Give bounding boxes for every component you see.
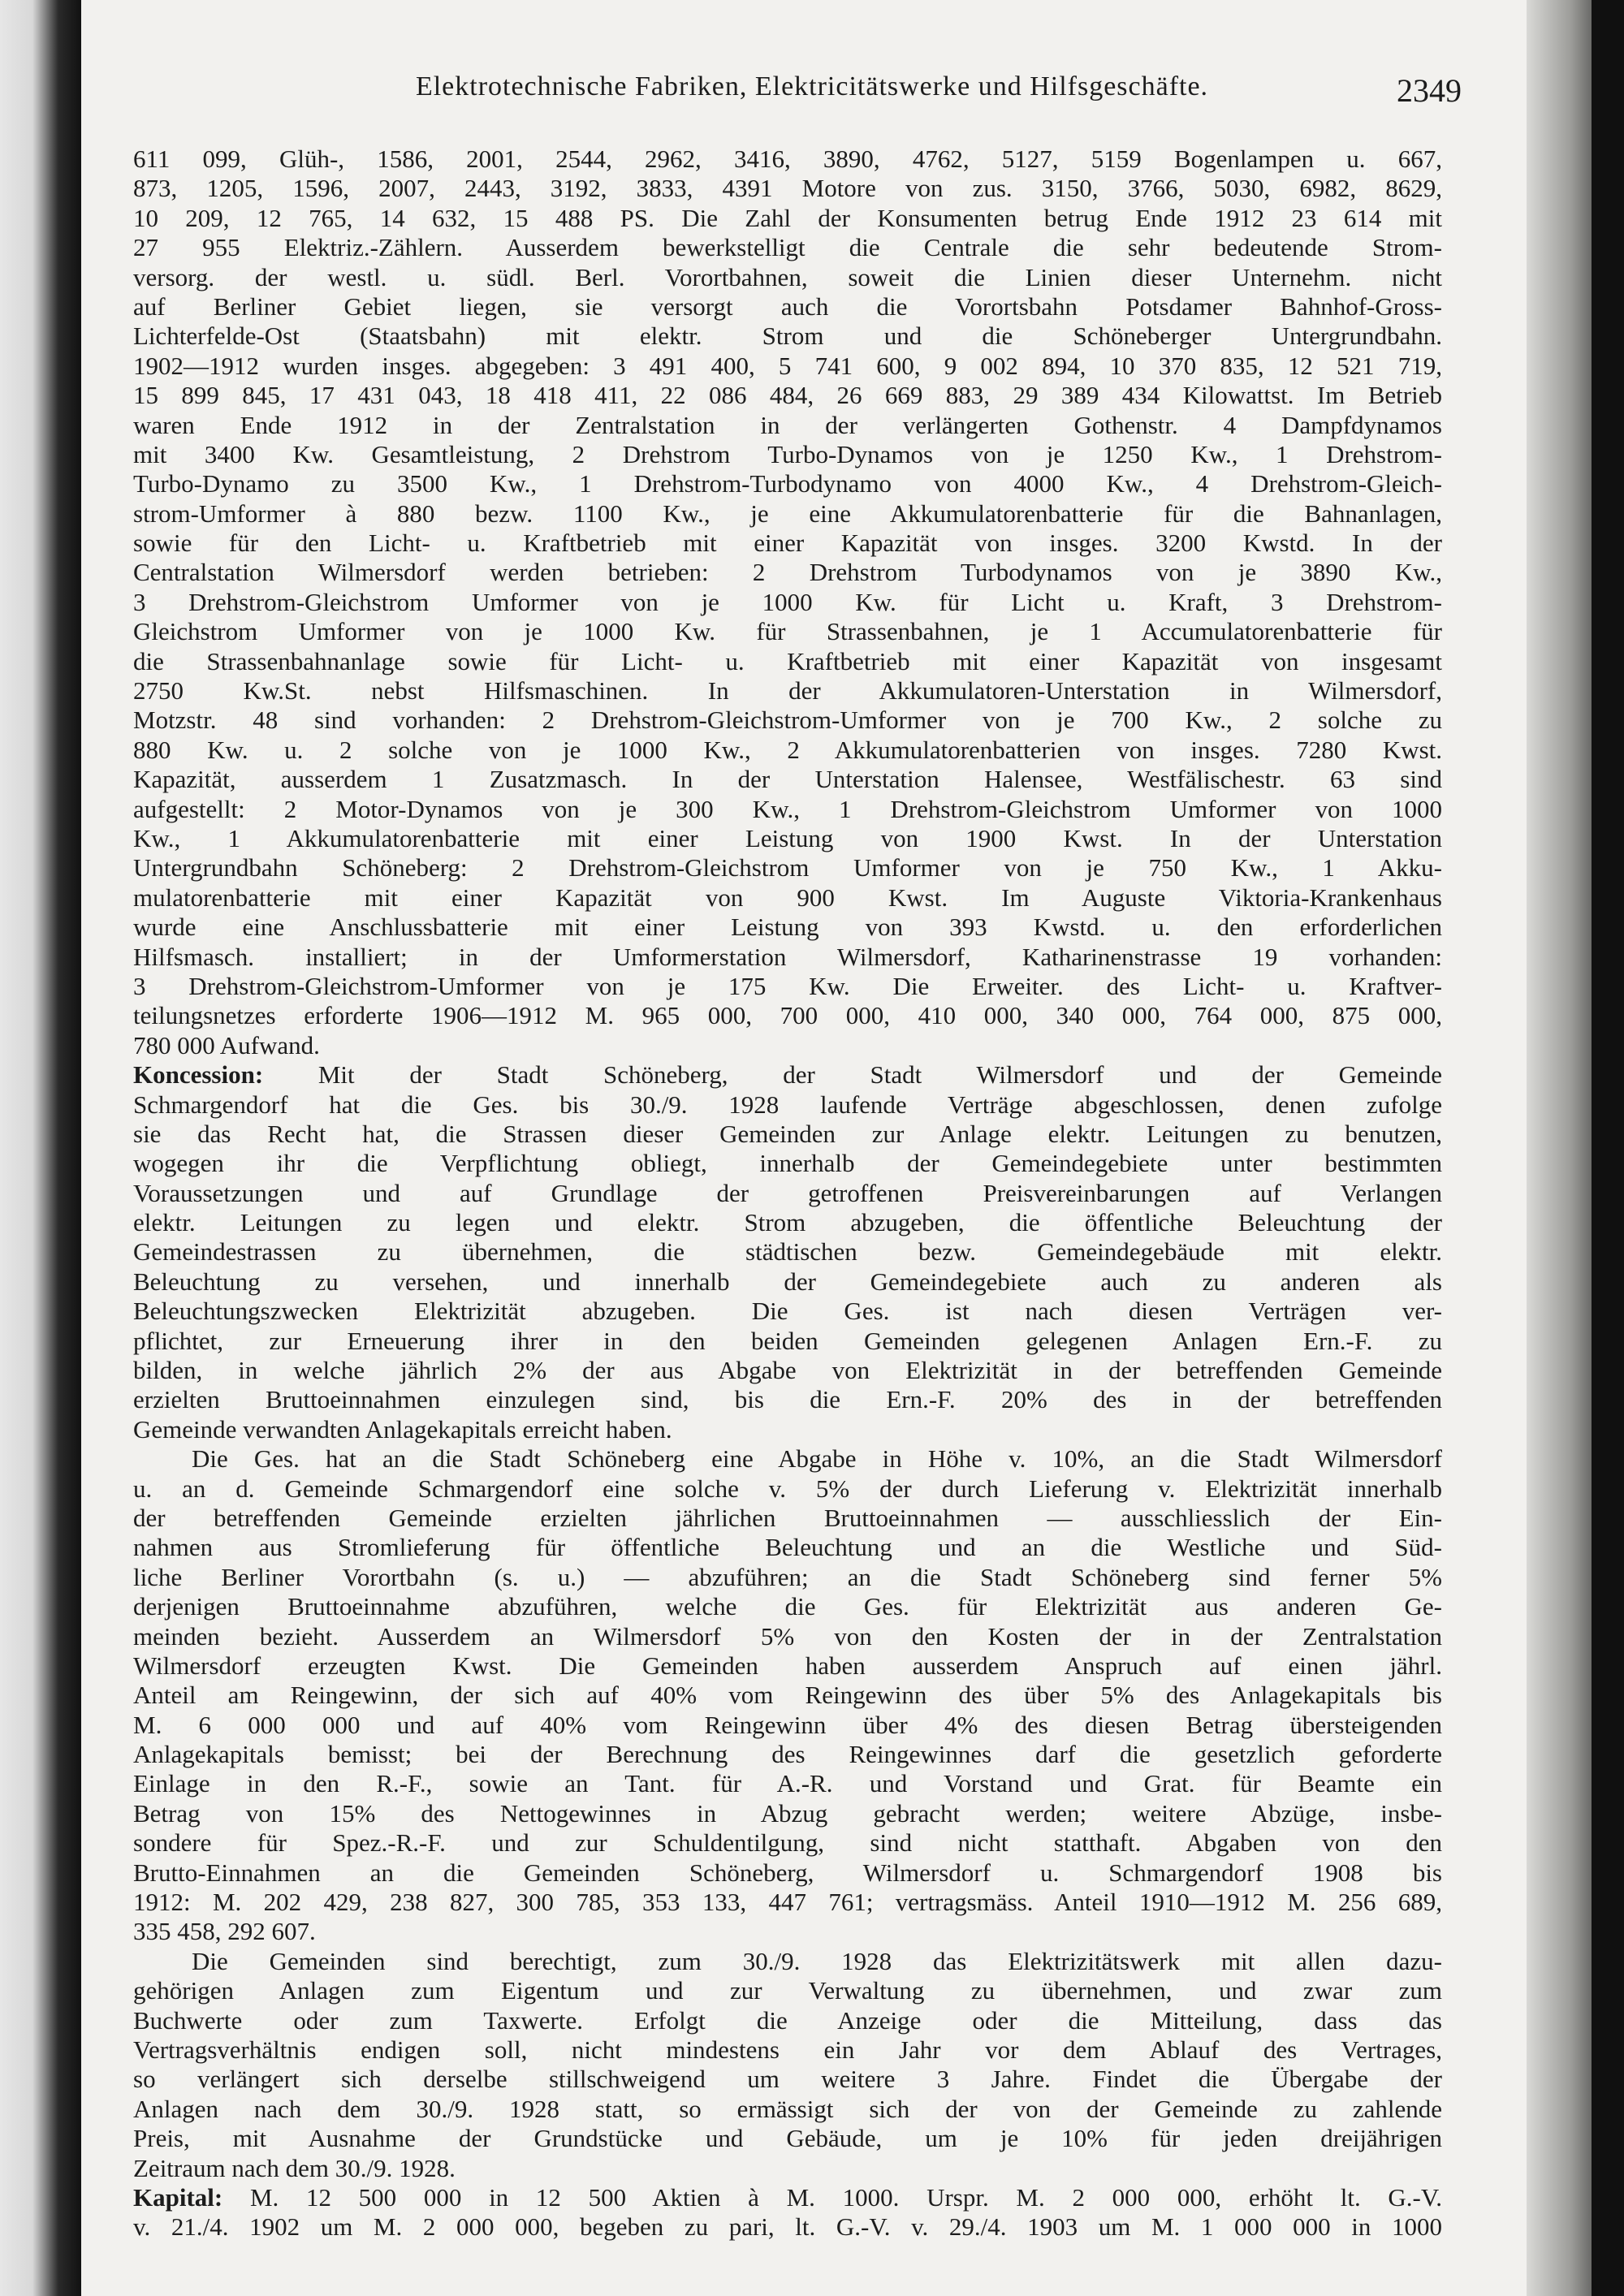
line-text: gehörigen Anlagen zum Eigentum und zur Verwaltung zu übernehmen, und zwar zum: [133, 1976, 1442, 2005]
text-line: [133, 1858, 1442, 1888]
line-text: erzielten Bruttoeinnahmen einzulegen sind, bis die Ern.-F. 20% des in der betreffenden: [133, 1385, 1442, 1414]
text-line: [133, 1917, 1442, 1946]
text-line: [133, 292, 1442, 322]
text-line: [133, 1976, 1442, 2005]
text-line: [133, 943, 1442, 972]
line-text: 2750 Kw.St. nebst Hilfsmaschinen. In der Akkumulatoren-Unterstation in Wilmersdorf,: [133, 676, 1442, 706]
text-line: [133, 1356, 1442, 1385]
text-line: [133, 1651, 1442, 1681]
line-text: 3 Drehstrom-Gleichstrom Umformer von je 1000 Kw. für Licht u. Kraft, 3 Drehstrom-: [133, 587, 1442, 616]
text-line: [133, 1444, 1442, 1474]
line-text: versorg. der westl. u. südl. Berl. Vorortbahnen, soweit die Linien dieser Unternehm. nicht: [133, 262, 1442, 291]
text-line: [133, 558, 1442, 587]
line-text: meinden bezieht. Ausserdem an Wilmersdorf 5% von den Kosten der in der Zentralstation: [133, 1621, 1442, 1651]
line-text: mulatorenbatterie mit einer Kapazität von 900 Kwst. Im Auguste Viktoria-Krankenhaus: [133, 883, 1442, 912]
line-text: 1912: M. 202 429, 238 827, 300 785, 353 133, 447 761; vertragsmäss. Anteil 1910—1912 M. 256 689,: [133, 1888, 1442, 1917]
text-line: [133, 1090, 1442, 1120]
text-line: [133, 499, 1442, 529]
left-binding-shadow: [0, 0, 81, 2296]
text-line: [133, 647, 1442, 676]
line-text: Voraussetzungen und auf Grundlage der getroffenen Preisvereinbarungen auf Verlangen: [133, 1178, 1442, 1207]
section-heading: Koncession:: [133, 1060, 264, 1090]
text-line: [133, 1947, 1442, 1976]
text-line: [133, 2154, 1442, 2183]
line-text: Anteil am Reingewinn, der sich auf 40% vom Reingewinn des über 5% des Anlagekapitals bis: [133, 1681, 1442, 1710]
text-line: [133, 2183, 1442, 2212]
text-line: [133, 1622, 1442, 1651]
text-line: [133, 1179, 1442, 1208]
scan-border: [1592, 0, 1624, 2296]
text-line: [133, 233, 1442, 262]
running-title: Elektrotechnische Fabriken, Elektricitätswerke und Hilfsgeschäfte.: [415, 71, 1209, 101]
text-line: [133, 617, 1442, 646]
line-text: Die Ges. hat an die Stadt Schöneberg eine Abgabe in Höhe v. 10%, an die Stadt Wilmersdorf: [192, 1444, 1442, 1474]
text-line: [133, 469, 1442, 498]
line-text: 1902—1912 wurden insges. abgegeben: 3 491 400, 5 741 600, 9 002 894, 10 370 835, 12 521 719,: [133, 351, 1442, 380]
line-text: Preis, mit Ausnahme der Grundstücke und Gebäude, um je 10% für jeden dreijährigen: [133, 2124, 1442, 2153]
line-text: 335 458, 292 607.: [133, 1917, 316, 1946]
line-text: nahmen aus Stromlieferung für öffentliche Beleuchtung und an die Westliche und Süd-: [133, 1533, 1442, 1562]
line-text: Anlagekapitals bemisst; bei der Berechnung des Reingewinnes darf die gesetzlich geforderte: [133, 1740, 1442, 1769]
line-text: Mit der Stadt Schöneberg, der Stadt Wilmersdorf und der Gemeinde: [263, 1060, 1442, 1090]
text-line: [133, 1031, 1442, 1060]
section-heading: Kapital:: [133, 2182, 223, 2212]
text-line: [133, 1799, 1442, 1828]
line-text: Turbo-Dynamo zu 3500 Kw., 1 Drehstrom-Turbodynamo von 4000 Kw., 4 Drehstrom-Gleich-: [133, 469, 1442, 498]
line-text: sowie für den Licht- u. Kraftbetrieb mit einer Kapazität von insges. 3200 Kwstd. In der: [133, 529, 1442, 558]
line-text: 10 209, 12 765, 14 632, 15 488 PS. Die Zahl der Konsumenten betrug Ende 1912 23 614 mit: [133, 203, 1442, 232]
text-line: [133, 1888, 1442, 1917]
text-line: [133, 204, 1442, 233]
line-text: bilden, in welche jährlich 2% der aus Abgabe von Elektrizität in der betreffenden Gemeinde: [133, 1356, 1442, 1385]
line-text: strom-Umformer à 880 bezw. 1100 Kw., je eine Akkumulatorenbatterie für die Bahnanlagen,: [133, 498, 1442, 528]
text-line: [133, 2035, 1442, 2065]
text-line: [133, 1504, 1442, 1533]
text-line: [133, 1385, 1442, 1414]
line-text: derjenigen Bruttoeinnahme abzuführen, welche die Ges. für Elektrizität aus anderen Ge-: [133, 1592, 1442, 1621]
text-line: [133, 853, 1442, 883]
text-line: [133, 174, 1442, 203]
text-line: [133, 529, 1442, 558]
line-text: Kapazität, ausserdem 1 Zusatzmasch. In der Unterstation Halensee, Westfälischestr. 63 sind: [133, 765, 1442, 794]
line-text: aufgestellt: 2 Motor-Dynamos von je 300 Kw., 1 Drehstrom-Gleichstrom Umformer von 1000: [133, 794, 1442, 823]
text-line: [133, 2124, 1442, 2153]
line-text: Zeitraum nach dem 30./9. 1928.: [133, 2153, 456, 2182]
text-line: [133, 1001, 1442, 1030]
text-line: [133, 1327, 1442, 1356]
text-line: [133, 1592, 1442, 1621]
line-text: Schmargendorf hat die Ges. bis 30./9. 1928 laufende Verträge abgeschlossen, denen zufolge: [133, 1090, 1442, 1119]
text-line: [133, 1740, 1442, 1769]
text-line: [133, 1267, 1442, 1297]
line-text: Kw., 1 Akkumulatorenbatterie mit einer Leistung von 1900 Kwst. In der Unterstation: [133, 823, 1442, 852]
line-text: mit 3400 Kw. Gesamtleistung, 2 Drehstrom Turbo-Dynamos von je 1250 Kw., 1 Drehstrom-: [133, 439, 1442, 468]
line-text: so verlängert sich derselbe stillschweigend um weitere 3 Jahre. Findet die Übergabe der: [133, 2065, 1442, 2094]
text-line: [133, 824, 1442, 853]
line-text: u. an d. Gemeinde Schmargendorf eine solche v. 5% der durch Lieferung v. Elektrizität innerhalb: [133, 1474, 1442, 1503]
line-text: Gemeindestrassen zu übernehmen, die städtischen bezw. Gemeindegebäude mit elektr.: [133, 1237, 1442, 1267]
text-line: [133, 736, 1442, 765]
text-line: [133, 2006, 1442, 2035]
line-text: 780 000 Aufwand.: [133, 1030, 320, 1060]
line-text: Vertragsverhältnis endigen soll, nicht mindestens ein Jahr vor dem Ablauf des Vertrages,: [133, 2035, 1442, 2064]
line-text: 27 955 Elektriz.-Zählern. Ausserdem bewerkstelligt die Centrale die sehr bedeutende Strom-: [133, 233, 1442, 262]
line-text: Buchwerte oder zum Taxwerte. Erfolgt die Anzeige oder die Mitteilung, dass das: [133, 2005, 1442, 2035]
page-number: 2349: [1397, 72, 1462, 109]
line-text: 15 899 845, 17 431 043, 18 418 411, 22 086 484, 26 669 883, 29 389 434 Kilowattst. Im Betrieb: [133, 381, 1442, 410]
line-text: Gemeinde verwandten Anlagekapitals erreicht haben.: [133, 1414, 672, 1444]
line-text: pflichtet, zur Erneuerung ihrer in den beiden Gemeinden gelegenen Anlagen Ern.-F. zu: [133, 1326, 1442, 1355]
line-text: wurde eine Anschlussbatterie mit einer Leistung von 393 Kwstd. u. den erforderlichen: [133, 913, 1442, 942]
line-text: waren Ende 1912 in der Zentralstation in der verlängerten Gothenstr. 4 Dampfdynamos: [133, 410, 1442, 439]
line-text: Wilmersdorf erzeugten Kwst. Die Gemeinden haben ausserdem Anspruch auf einen jährl.: [133, 1651, 1442, 1680]
line-text: Beleuchtung zu versehen, und innerhalb der Gemeindegebiete auch zu anderen als: [133, 1267, 1442, 1296]
text-line: [133, 1208, 1442, 1237]
text-line: [133, 676, 1442, 706]
line-text: Die Gemeinden sind berechtigt, zum 30./9. 1928 das Elektrizitätswerk mit allen dazu-: [192, 1946, 1442, 1975]
line-text: sondere für Spez.-R.-F. und zur Schuldentilgung, sind nicht statthaft. Abgaben von den: [133, 1828, 1442, 1858]
text-line: [133, 2065, 1442, 2094]
line-text: sie das Recht hat, die Strassen dieser Gemeinden zur Anlage elektr. Leitungen zu benutzen,: [133, 1119, 1442, 1148]
line-text: 873, 1205, 1596, 2007, 2443, 3192, 3833, 4391 Motore von zus. 3150, 3766, 5030, 6982, 8629,: [133, 174, 1442, 203]
text-line: [133, 2212, 1442, 2242]
text-line: [133, 381, 1442, 410]
line-text: v. 21./4. 1902 um M. 2 000 000, begeben zu pari, lt. G.-V. v. 29./4. 1903 um M. 1 000 000 in 1000: [133, 2212, 1442, 2242]
text-line: [133, 1769, 1442, 1798]
line-text: M. 12 500 000 in 12 500 Aktien à M. 1000. Urspr. M. 2 000 000, erhöht lt. G.-V.: [222, 2182, 1442, 2212]
line-text: Beleuchtungszwecken Elektrizität abzugeben. Die Ges. ist nach diesen Verträgen ver-: [133, 1297, 1442, 1326]
page-edge: [1527, 0, 1592, 2296]
line-text: 611 099, Glüh-, 1586, 2001, 2544, 2962, 3416, 3890, 4762, 5127, 5159 Bogenlampen u. 667,: [133, 145, 1442, 173]
text-line: [133, 1297, 1442, 1326]
line-text: Brutto-Einnahmen an die Gemeinden Schöneberg, Wilmersdorf u. Schmargendorf 1908 bis: [133, 1858, 1442, 1887]
text-line: [133, 322, 1442, 351]
line-text: teilungsnetzes erforderte 1906—1912 M. 965 000, 700 000, 410 000, 340 000, 764 000, 875 000,: [133, 1001, 1442, 1030]
line-text: der betreffenden Gemeinde erzielten jährlichen Bruttoeinnahmen — ausschliesslich der Ein-: [133, 1503, 1442, 1532]
text-line: [133, 352, 1442, 381]
text-line: [133, 1533, 1442, 1562]
text-line: [133, 1474, 1442, 1504]
text-line: [133, 706, 1442, 735]
text-line: [133, 883, 1442, 913]
line-text: Anlagen nach dem 30./9. 1928 statt, so ermässigt sich der von der Gemeinde zu zahlende: [133, 2094, 1442, 2123]
line-text: Betrag von 15% des Nettogewinnes in Abzug gebracht werden; weitere Abzüge, insbe-: [133, 1798, 1442, 1828]
line-text: Untergrundbahn Schöneberg: 2 Drehstrom-Gleichstrom Umformer von je 750 Kw., 1 Akku-: [133, 853, 1442, 883]
text-line: [133, 1237, 1442, 1267]
text-line: [133, 1563, 1442, 1592]
text-line: [133, 913, 1442, 942]
line-text: M. 6 000 000 und auf 40% vom Reingewinn über 4% des diesen Betrag übersteigenden: [133, 1710, 1442, 1739]
line-text: liche Berliner Vorortbahn (s. u.) — abzuführen; an die Stadt Schöneberg sind ferner 5%: [133, 1562, 1442, 1591]
text-line: [133, 795, 1442, 824]
text-line: [133, 1828, 1442, 1858]
line-text: Gleichstrom Umformer von je 1000 Kw. für Strassenbahnen, je 1 Accumulatorenbatterie für: [133, 617, 1442, 646]
line-text: auf Berliner Gebiet liegen, sie versorgt auch die Vorortsbahn Potsdamer Bahnhof-Gross-: [133, 291, 1442, 321]
text-line: [133, 263, 1442, 292]
text-line: [133, 588, 1442, 617]
text-line: [133, 411, 1442, 440]
line-text: wogegen ihr die Verpflichtung obliegt, innerhalb der Gemeindegebiete unter bestimmten: [133, 1149, 1442, 1178]
line-text: 3 Drehstrom-Gleichstrom-Umformer von je 175 Kw. Die Erweiter. des Licht- u. Kraftver-: [133, 971, 1442, 1000]
text-line: [133, 1149, 1442, 1178]
text-line: [133, 1415, 1442, 1444]
line-text: elektr. Leitungen zu legen und elektr. Strom abzugeben, die öffentliche Beleuchtung der: [133, 1208, 1442, 1237]
text-line: [133, 765, 1442, 794]
text-line: [133, 2095, 1442, 2124]
body-text: [133, 145, 1442, 2242]
line-text: Motzstr. 48 sind vorhanden: 2 Drehstrom-Gleichstrom-Umformer von je 700 Kw., 2 solche zu: [133, 706, 1442, 735]
text-line: [133, 1060, 1442, 1090]
text-line: [133, 1120, 1442, 1149]
text-line: [133, 145, 1442, 174]
text-line: [133, 1711, 1442, 1740]
line-text: Centralstation Wilmersdorf werden betrieben: 2 Drehstrom Turbodynamos von je 3890 Kw.,: [133, 558, 1442, 587]
text-line: [133, 1681, 1442, 1710]
line-text: 880 Kw. u. 2 solche von je 1000 Kw., 2 Akkumulatorenbatterien von insges. 7280 Kwst.: [133, 735, 1442, 764]
line-text: die Strassenbahnanlage sowie für Licht- u. Kraftbetrieb mit einer Kapazität von insgesamt: [133, 646, 1442, 675]
line-text: Hilfsmasch. installiert; in der Umformerstation Wilmersdorf, Katharinenstrasse 19 vorhanden:: [133, 942, 1442, 971]
text-line: [133, 440, 1442, 469]
line-text: Lichterfelde-Ost (Staatsbahn) mit elektr. Strom und die Schöneberger Untergrundbahn.: [133, 322, 1442, 351]
line-text: Einlage in den R.-F., sowie an Tant. für A.-R. und Vorstand und Grat. für Beamte ein: [133, 1769, 1442, 1798]
text-line: [133, 972, 1442, 1001]
